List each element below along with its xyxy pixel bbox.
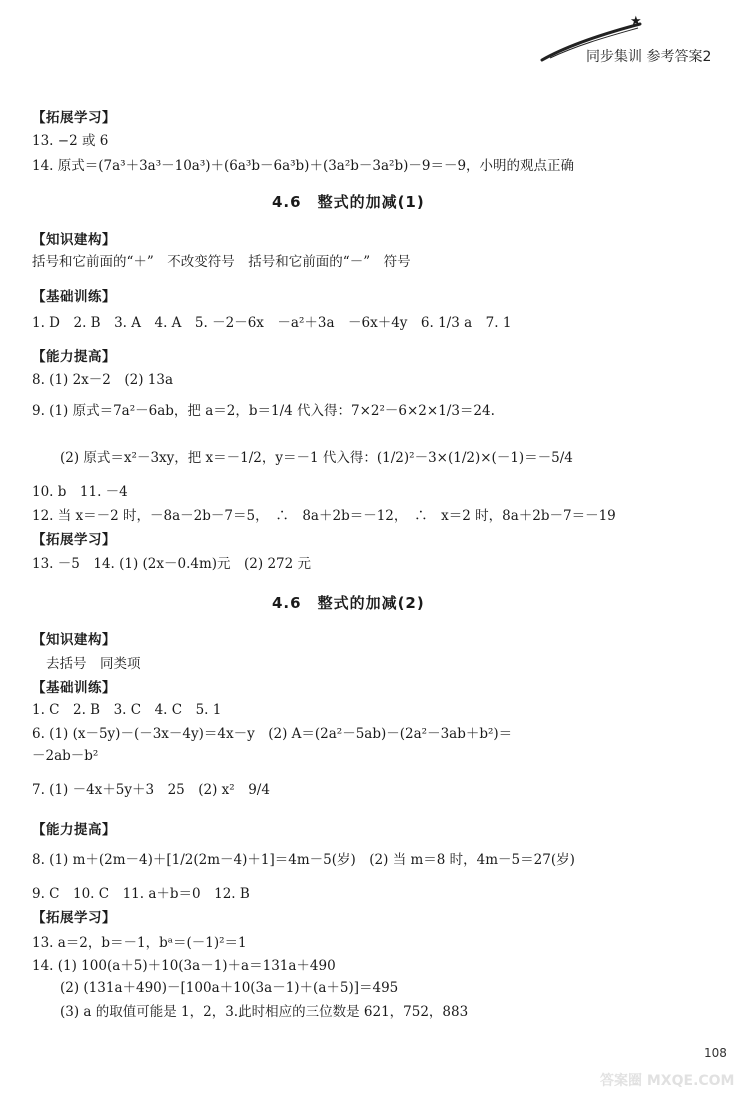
answer-line: －2ab－b² <box>32 748 99 764</box>
answer-line: (2) 原式＝x²－3xy，把 x＝－1/2，y＝－1 代入得：(1/2)²－3×(1/2)×(－1)＝－5/4 <box>60 450 573 466</box>
section-heading: 【拓展学习】 <box>32 110 116 126</box>
answer-line: 9. (1) 原式＝7a²－6ab，把 a＝2，b＝1/4 代入得：7×2²－6×2×1/3＝24. <box>32 403 495 419</box>
answer-line: (2) (131a＋490)－[100a＋10(3a－1)＋(a＋5)]＝495 <box>60 980 399 996</box>
answer-line: 10. b 11. －4 <box>32 484 128 500</box>
answer-line: 8. (1) m＋(2m－4)＋[1/2(2m－4)＋1]＝4m－5(岁) (2) 当 m＝8 时，4m－5＝27(岁) <box>32 852 575 868</box>
answer-line: 9. C 10. C 11. a＋b＝0 12. B <box>32 886 250 902</box>
header-title: 同步集训 参考答案2 <box>586 49 712 65</box>
page-number: 108 <box>704 1046 727 1060</box>
section-heading: 【拓展学习】 <box>32 532 116 548</box>
answer-line: 去括号 同类项 <box>46 656 141 672</box>
section-heading: 【基础训练】 <box>32 289 116 305</box>
answer-line: 8. (1) 2x－2 (2) 13a <box>32 372 174 388</box>
answer-line: 13. −2 或 6 <box>32 133 109 149</box>
answer-line: 1. D 2. B 3. A 4. A 5. －2－6x －a²＋3a －6x＋4y 6. 1/3 a 7. 1 <box>32 315 512 331</box>
answer-line: 14. 原式＝(7a³＋3a³－10a³)＋(6a³b－6a³b)＋(3a²b－3a²b)－9＝－9，小明的观点正确 <box>32 158 575 174</box>
section-heading: 【知识建构】 <box>32 232 116 248</box>
answer-line: (3) a 的取值可能是 1，2，3.此时相应的三位数是 621，752，883 <box>60 1004 469 1020</box>
section-heading: 【知识建构】 <box>32 632 116 648</box>
section-heading: 【能力提高】 <box>32 822 116 838</box>
answer-line: 括号和它前面的“＋” 不改变符号 括号和它前面的“－” 符号 <box>32 254 411 270</box>
answer-line: 13. a＝2，b＝－1，bᵃ＝(－1)²＝1 <box>32 935 247 951</box>
section-heading: 【拓展学习】 <box>32 910 116 926</box>
answer-line: 7. (1) －4x＋5y＋3 25 (2) x² 9/4 <box>32 782 270 798</box>
watermark: 答案圈 MXQE.COM <box>600 1073 735 1089</box>
chapter-title: 4.6 整式的加减(1) <box>272 193 425 211</box>
answer-line: 1. C 2. B 3. C 4. C 5. 1 <box>32 702 222 718</box>
section-heading: 【能力提高】 <box>32 349 116 365</box>
answer-line: 13. －5 14. (1) (2x－0.4m)元 (2) 272 元 <box>32 556 312 572</box>
answer-line: 6. (1) (x－5y)－(－3x－4y)＝4x－y (2) A＝(2a²－5ab)－(2a²－3ab＋b²)＝ <box>32 726 513 742</box>
answer-line: 12. 当 x＝－2 时，－8a－2b－7＝5， ∴ 8a＋2b＝－12， ∴ x＝2 时，8a＋2b－7＝－19 <box>32 508 616 524</box>
star-icon: ★ <box>630 14 642 29</box>
chapter-title: 4.6 整式的加减(2) <box>272 594 425 612</box>
section-heading: 【基础训练】 <box>32 680 116 696</box>
answer-line: 14. (1) 100(a＋5)＋10(3a－1)＋a＝131a＋490 <box>32 958 336 974</box>
